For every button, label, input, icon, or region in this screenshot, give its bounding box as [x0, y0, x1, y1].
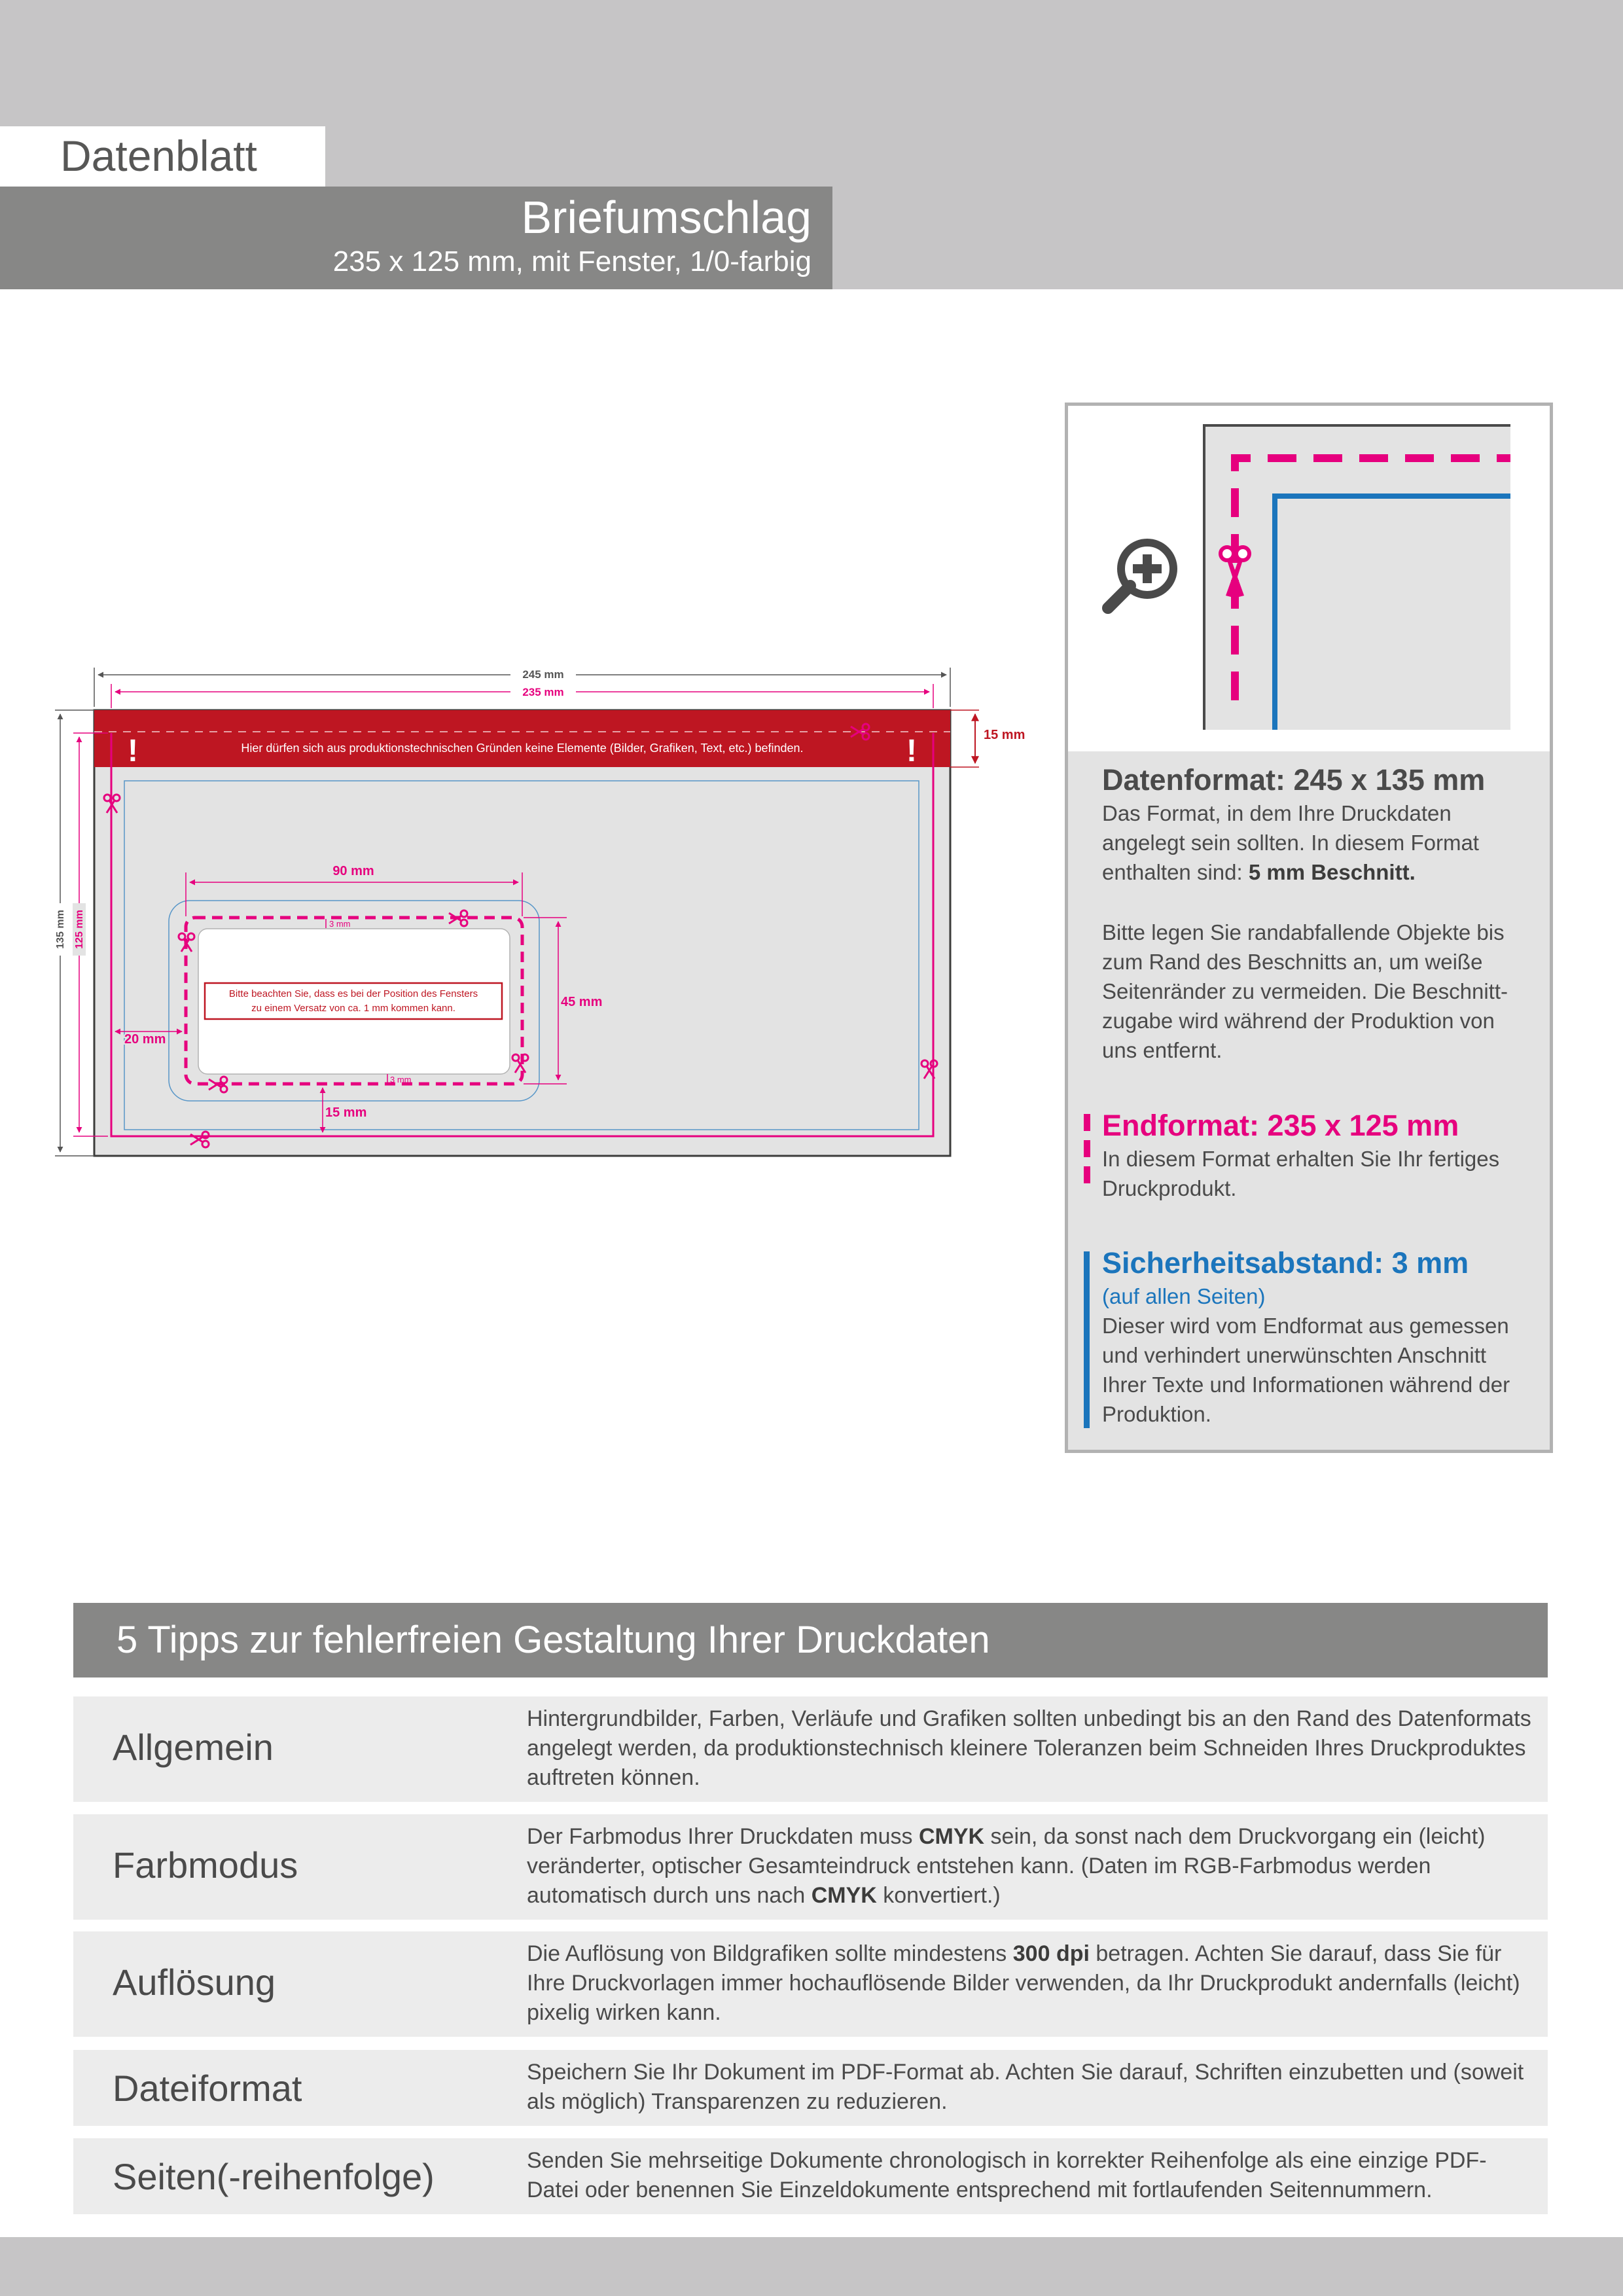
- product-title: Briefumschlag: [521, 192, 812, 243]
- tip-row-farbmodus: [73, 1814, 1548, 1920]
- zoom-detail-graphic: [1068, 406, 1550, 751]
- dim-20-label: 20 mm: [124, 1032, 166, 1047]
- dim-3-bottom-label: 3 mm: [390, 1075, 412, 1085]
- tip-label: Farbmodus: [113, 1844, 298, 1886]
- footer-band: [0, 2237, 1623, 2296]
- dim-125-label: 125 mm: [74, 910, 85, 949]
- tip-label: Dateiformat: [113, 2068, 302, 2109]
- tip-row-allgemein: [73, 1696, 1548, 1802]
- tip-text: Hintergrundbilder, Farben, Verläufe und Grafiken sollten unbedingt bis an den Rand des Datenformats angelegt werden, da produktionstechnisch kleinere Toleranzen beim Schneiden Ihres Druckproduktes auftreten können.: [527, 1706, 1531, 1790]
- safety-marker: [1084, 1251, 1090, 1428]
- tip-row-dateiformat: [73, 2050, 1548, 2126]
- safety-subtitle: (auf allen Seiten): [1102, 1284, 1266, 1308]
- exclamation-left: !: [128, 734, 138, 768]
- tip-text: Der Farbmodus Ihrer Druckdaten muss CMYK sein, da sonst nach dem Druckvorgang ein (leicht) veränderter, optischer Gesamteindruck entstehen kann. (Daten im RGB-Farbmodus werden automatisch durch uns nach CMYK konvertiert.): [527, 1824, 1486, 1908]
- no-print-zone: [94, 710, 950, 767]
- tip-text: Speichern Sie Ihr Dokument im PDF-Format ab. Achten Sie darauf, Schriften einzubetten und (soweit als möglich) Transparenzen zu reduzieren.: [527, 2060, 1524, 2114]
- dim-15-bottom-label: 15 mm: [325, 1105, 367, 1120]
- window-note-line1: Bitte beachten Sie, dass es bei der Position des Fensters: [228, 988, 478, 999]
- envelope-diagram: [39, 655, 1060, 1178]
- dim-90-label: 90 mm: [332, 864, 374, 878]
- tip-label: Auflösung: [113, 1962, 276, 2003]
- dim-235-label: 235 mm: [522, 686, 564, 698]
- bleed-text: Bitte legen Sie randabfallende Objekte bis zum Rand des Beschnitts an, um weiße Seitenränder zu vermeiden. Die Beschnitt-zugabe wird während der Produktion von uns entfernt.: [1102, 920, 1508, 1062]
- dim-3-top-label: 3 mm: [329, 919, 351, 929]
- tip-row-aufloesung: [73, 1931, 1548, 2037]
- tip-label: Seiten(-reihenfolge): [113, 2156, 435, 2197]
- data-format-title: Datenformat: 245 x 135 mm: [1102, 763, 1486, 797]
- tip-text: Die Auflösung von Bildgrafiken sollte mindestens 300 dpi betragen. Achten Sie darauf, dass Sie für Ihre Druckvorlagen immer hochauflösende Bilder verwenden, da Ihr Druckprodukt andernfalls (leicht) pixelig wirken kann.: [527, 1941, 1520, 2025]
- dim-45-label: 45 mm: [561, 995, 603, 1009]
- sheet-title: Datenblatt: [60, 132, 257, 180]
- no-print-warning: Hier dürfen sich aus produktionstechnischen Gründen keine Elemente (Bilder, Grafiken, Text, etc.) befinden.: [241, 742, 804, 755]
- window-note-line2: zu einem Versatz von ca. 1 mm kommen kann.: [251, 1003, 455, 1014]
- tip-row-seiten: [73, 2138, 1548, 2214]
- safety-text: Dieser wird vom Endformat aus gemessen und verhindert unerwünschten Anschnitt Ihrer Texte und Informationen während der Produktion.: [1102, 1314, 1510, 1426]
- exclamation-right: !: [906, 734, 917, 768]
- end-format-title: Endformat: 235 x 125 mm: [1102, 1109, 1459, 1142]
- dim-245-label: 245 mm: [522, 668, 564, 681]
- data-format-text: Das Format, in dem Ihre Druckdaten angelegt sein sollten. In diesem Format enthalten sind: 5 mm Beschnitt.: [1102, 801, 1479, 884]
- tip-label: Allgemein: [113, 1727, 274, 1768]
- product-subtitle: 235 x 125 mm, mit Fenster, 1/0-farbig: [332, 245, 812, 278]
- end-format-text: In diesem Format erhalten Sie Ihr fertiges Druckprodukt.: [1102, 1147, 1500, 1200]
- tip-text: Senden Sie mehrseitige Dokumente chronologisch in korrekter Reihenfolge als eine einzige PDF-Datei oder benennen Sie Einzeldokumente entsprechend mit fortlaufenden Seitennummern.: [527, 2148, 1487, 2202]
- dim-135-label: 135 mm: [55, 910, 66, 949]
- end-format-marker: [1084, 1114, 1090, 1187]
- dim-15-top-label: 15 mm: [984, 728, 1026, 742]
- magnifier-plus-icon: [1108, 543, 1173, 608]
- safety-title: Sicherheitsabstand: 3 mm: [1102, 1246, 1469, 1280]
- tips-title: 5 Tipps zur fehlerfreien Gestaltung Ihrer Druckdaten: [116, 1619, 990, 1661]
